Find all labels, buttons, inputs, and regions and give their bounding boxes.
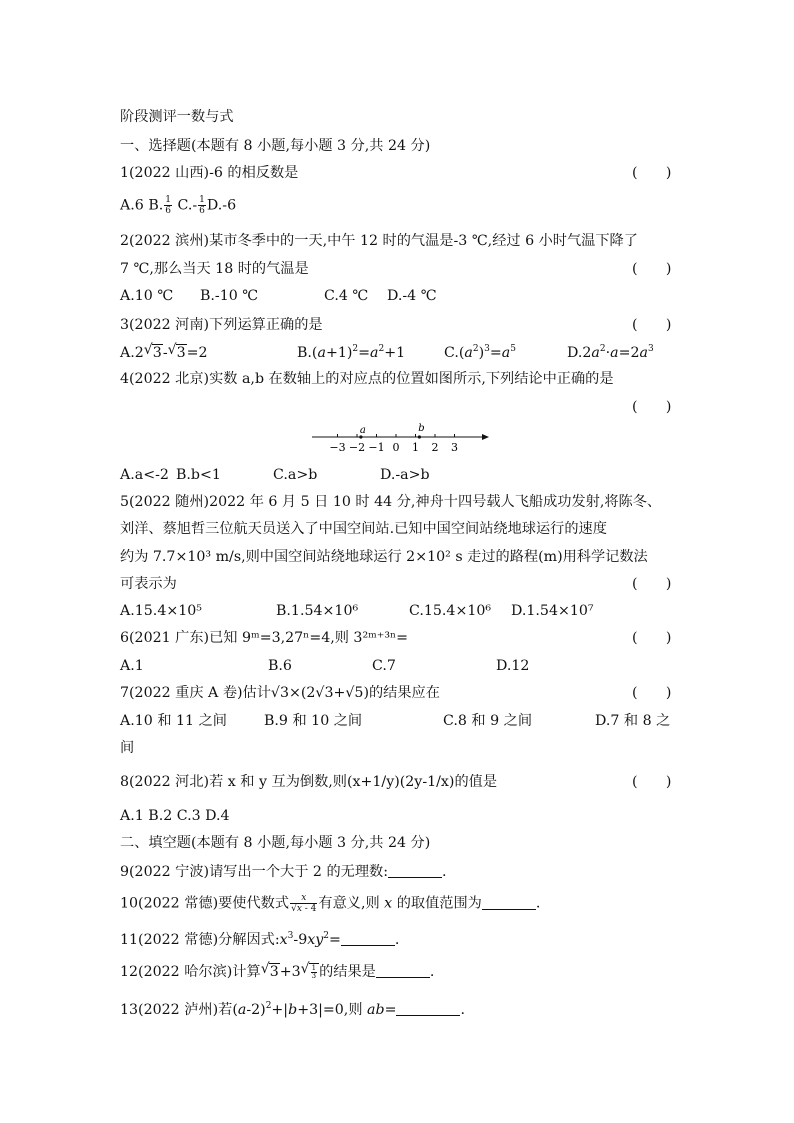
- question-5-option-b: B.1.54×10⁶: [276, 603, 359, 619]
- number-line-arrow: [482, 434, 489, 440]
- fraction: $\frac{1}{6}$: [199, 195, 205, 216]
- question-11-stem: 11(2022 常德)分解因式:: [120, 932, 280, 948]
- question-7-stem: 7(2022 重庆 A 卷)估计√3×(2√3+√5)的结果应在: [120, 685, 440, 701]
- question-13-stem-b: 则: [348, 1002, 363, 1018]
- question-2-stem-line2: 7 ℃,那么当天 18 时的气温是: [120, 261, 309, 277]
- question-3-option-c: $C.(a^2)^3=a^5$: [444, 344, 516, 361]
- question-6-option-b: B.6: [268, 658, 292, 674]
- number-line-tick-label: 1: [412, 441, 419, 454]
- number-line-tick-label: 3: [451, 441, 458, 454]
- option-c: C.-: [177, 197, 198, 214]
- question-10: 10(2022 常德)要使代数式 $\frac{x}{√x - 4}$ 有意义,则 x 的取值范围为 .: [120, 893, 541, 914]
- question-4-stem: 4(2022 北京)实数 a,b 在数轴上的对应点的位置如图所示,下列结论中正确的是: [120, 371, 614, 387]
- question-2-option-c: C.4 ℃: [324, 288, 369, 304]
- question-2-option-a: A.10 ℃: [120, 288, 174, 304]
- question-5-stem-line1: 5(2022 随州)2022 年 6 月 5 日 10 时 44 分,神舟十四号载人飞船成功发射,将陈冬、: [120, 494, 662, 510]
- answer-paren-q1: ( ): [632, 165, 672, 181]
- answer-blank: [376, 963, 430, 978]
- question-13: 13(2022 泸州)若$(a-2)^2+|b+3|=0$,则 ab= .: [120, 1001, 465, 1018]
- question-7-option-d: D.7 和 8 之: [595, 713, 671, 729]
- question-6-option-c: C.7: [372, 658, 396, 674]
- answer-blank: [341, 931, 395, 946]
- number-line-tick-label: 2: [431, 441, 439, 454]
- section-heading-choice: 一、选择题(本题有 8 小题,每小题 3 分,共 24 分): [120, 138, 431, 154]
- question-10-stem-b: 有意义,则: [318, 895, 380, 912]
- question-5-stem-line3: 约为 7.7×10³ m/s,则中国空间站绕地球运行 2×10² s 走过的路程(m)用科学记数法: [120, 549, 648, 565]
- answer-paren-q6: ( ): [632, 630, 672, 646]
- question-7-option-c: C.8 和 9 之间: [443, 713, 533, 729]
- point-b-label: b: [418, 423, 425, 434]
- question-1-options: [120, 195, 236, 216]
- answer-paren-q5: ( ): [632, 576, 672, 592]
- question-2-option-d: D.-4 ℃: [387, 288, 437, 304]
- question-5-option-c: C.15.4×10⁶: [409, 603, 492, 619]
- answer-paren-q4: ( ): [632, 399, 672, 415]
- page-title: 阶段测评一数与式: [120, 109, 234, 125]
- point-b: [418, 435, 421, 438]
- question-7-option-b: B.9 和 10 之间: [264, 713, 363, 729]
- answer-paren-q7: ( ): [632, 685, 672, 701]
- question-3-option-d: $D.2a^2\cdot a=2a^3$: [567, 344, 654, 361]
- option-b: B.: [148, 197, 164, 214]
- number-line-figure: [300, 418, 500, 462]
- answer-blank: [482, 895, 536, 910]
- question-3-option-a: A.2 √ 3- √ 3=2: [120, 342, 208, 361]
- question-5-stem-line2: 刘洋、蔡旭哲三位航天员送入了中国空间站.已知中国空间站绕地球运行的速度: [120, 521, 607, 537]
- question-3-stem: 3(2022 河南)下列运算正确的是: [120, 317, 323, 333]
- number-line-tick-label: −3: [329, 441, 346, 454]
- number-line-tick-label: −1: [368, 441, 385, 454]
- question-5-option-a: A.15.4×10⁵: [120, 603, 202, 619]
- question-6-option-a: A.1: [120, 658, 144, 674]
- question-4-option-c: C.a>b: [273, 467, 318, 483]
- number-line-tick-label: −2: [348, 441, 366, 454]
- question-11: 11(2022 常德)分解因式$:x^3-9xy^2=$ .: [120, 931, 400, 948]
- answer-blank: [388, 863, 442, 878]
- fraction-expression: $\frac{x}{√x - 4}$: [291, 893, 317, 914]
- question-2-option-b: B.-10 ℃: [200, 288, 259, 304]
- question-4-option-b: B.b<1: [176, 467, 221, 483]
- section-heading-fill: 二、填空题(本题有 8 小题,每小题 3 分,共 24 分): [120, 835, 431, 851]
- number-line-tick-label: 0: [392, 441, 400, 454]
- answer-paren-q8: ( ): [632, 774, 672, 790]
- question-12-stem-a: 12(2022 哈尔滨)计算: [120, 964, 261, 980]
- question-10-stem-a: 10(2022 常德)要使代数式: [120, 895, 290, 912]
- question-6-option-d: D.12: [496, 658, 530, 674]
- answer-paren-q3: ( ): [632, 317, 672, 333]
- question-12-stem-b: 的结果是: [319, 964, 376, 980]
- answer-blank: [396, 1001, 460, 1016]
- question-3-option-b: $B.(a+1)^2=a^2+1$: [297, 344, 406, 361]
- question-10-stem-c: 的取值范围为: [396, 895, 482, 912]
- question-5-stem-line4: 可表示为: [120, 576, 177, 592]
- fraction: $\frac{1}{6}$: [165, 195, 171, 216]
- question-4-option-a: A.a<-2: [120, 467, 169, 483]
- question-7-option-d-wrap: 间: [120, 740, 135, 756]
- option-a: A.6: [120, 197, 144, 214]
- question-12: 12(2022 哈尔滨)计算 √ 3+3 √ $\frac{1}{3}$ 的结果是 .: [120, 961, 435, 980]
- answer-paren-q2: ( ): [632, 261, 672, 277]
- point-a-label: a: [359, 425, 366, 436]
- question-9-stem: 9(2022 宁波)请写出一个大于 2 的无理数:: [120, 864, 388, 880]
- question-6-stem: 6(2021 广东)已知 9ᵐ=3,27ⁿ=4,则 3²ᵐ⁺³ⁿ=: [120, 630, 409, 646]
- question-9: 9(2022 宁波)请写出一个大于 2 的无理数: .: [120, 864, 447, 880]
- question-5-option-d: D.1.54×10⁷: [511, 603, 594, 619]
- question-2-stem-line1: 2(2022 滨州)某市冬季中的一天,中午 12 时的气温是-3 ℃,经过 6 小时气温下降了: [120, 233, 638, 249]
- question-1-stem: 1(2022 山西)-6 的相反数是: [120, 165, 299, 181]
- question-13-stem-a: 13(2022 泸州)若: [120, 1002, 233, 1018]
- question-7-option-a: A.10 和 11 之间: [120, 713, 227, 729]
- question-8-stem: 8(2022 河北)若 x 和 y 互为倒数,则(x+1/y)(2y-1/x)的值是: [120, 774, 498, 790]
- question-4-option-d: D.-a>b: [380, 467, 430, 483]
- question-8-options: A.1 B.2 C.3 D.4: [120, 808, 230, 824]
- option-d: D.-6: [206, 197, 237, 214]
